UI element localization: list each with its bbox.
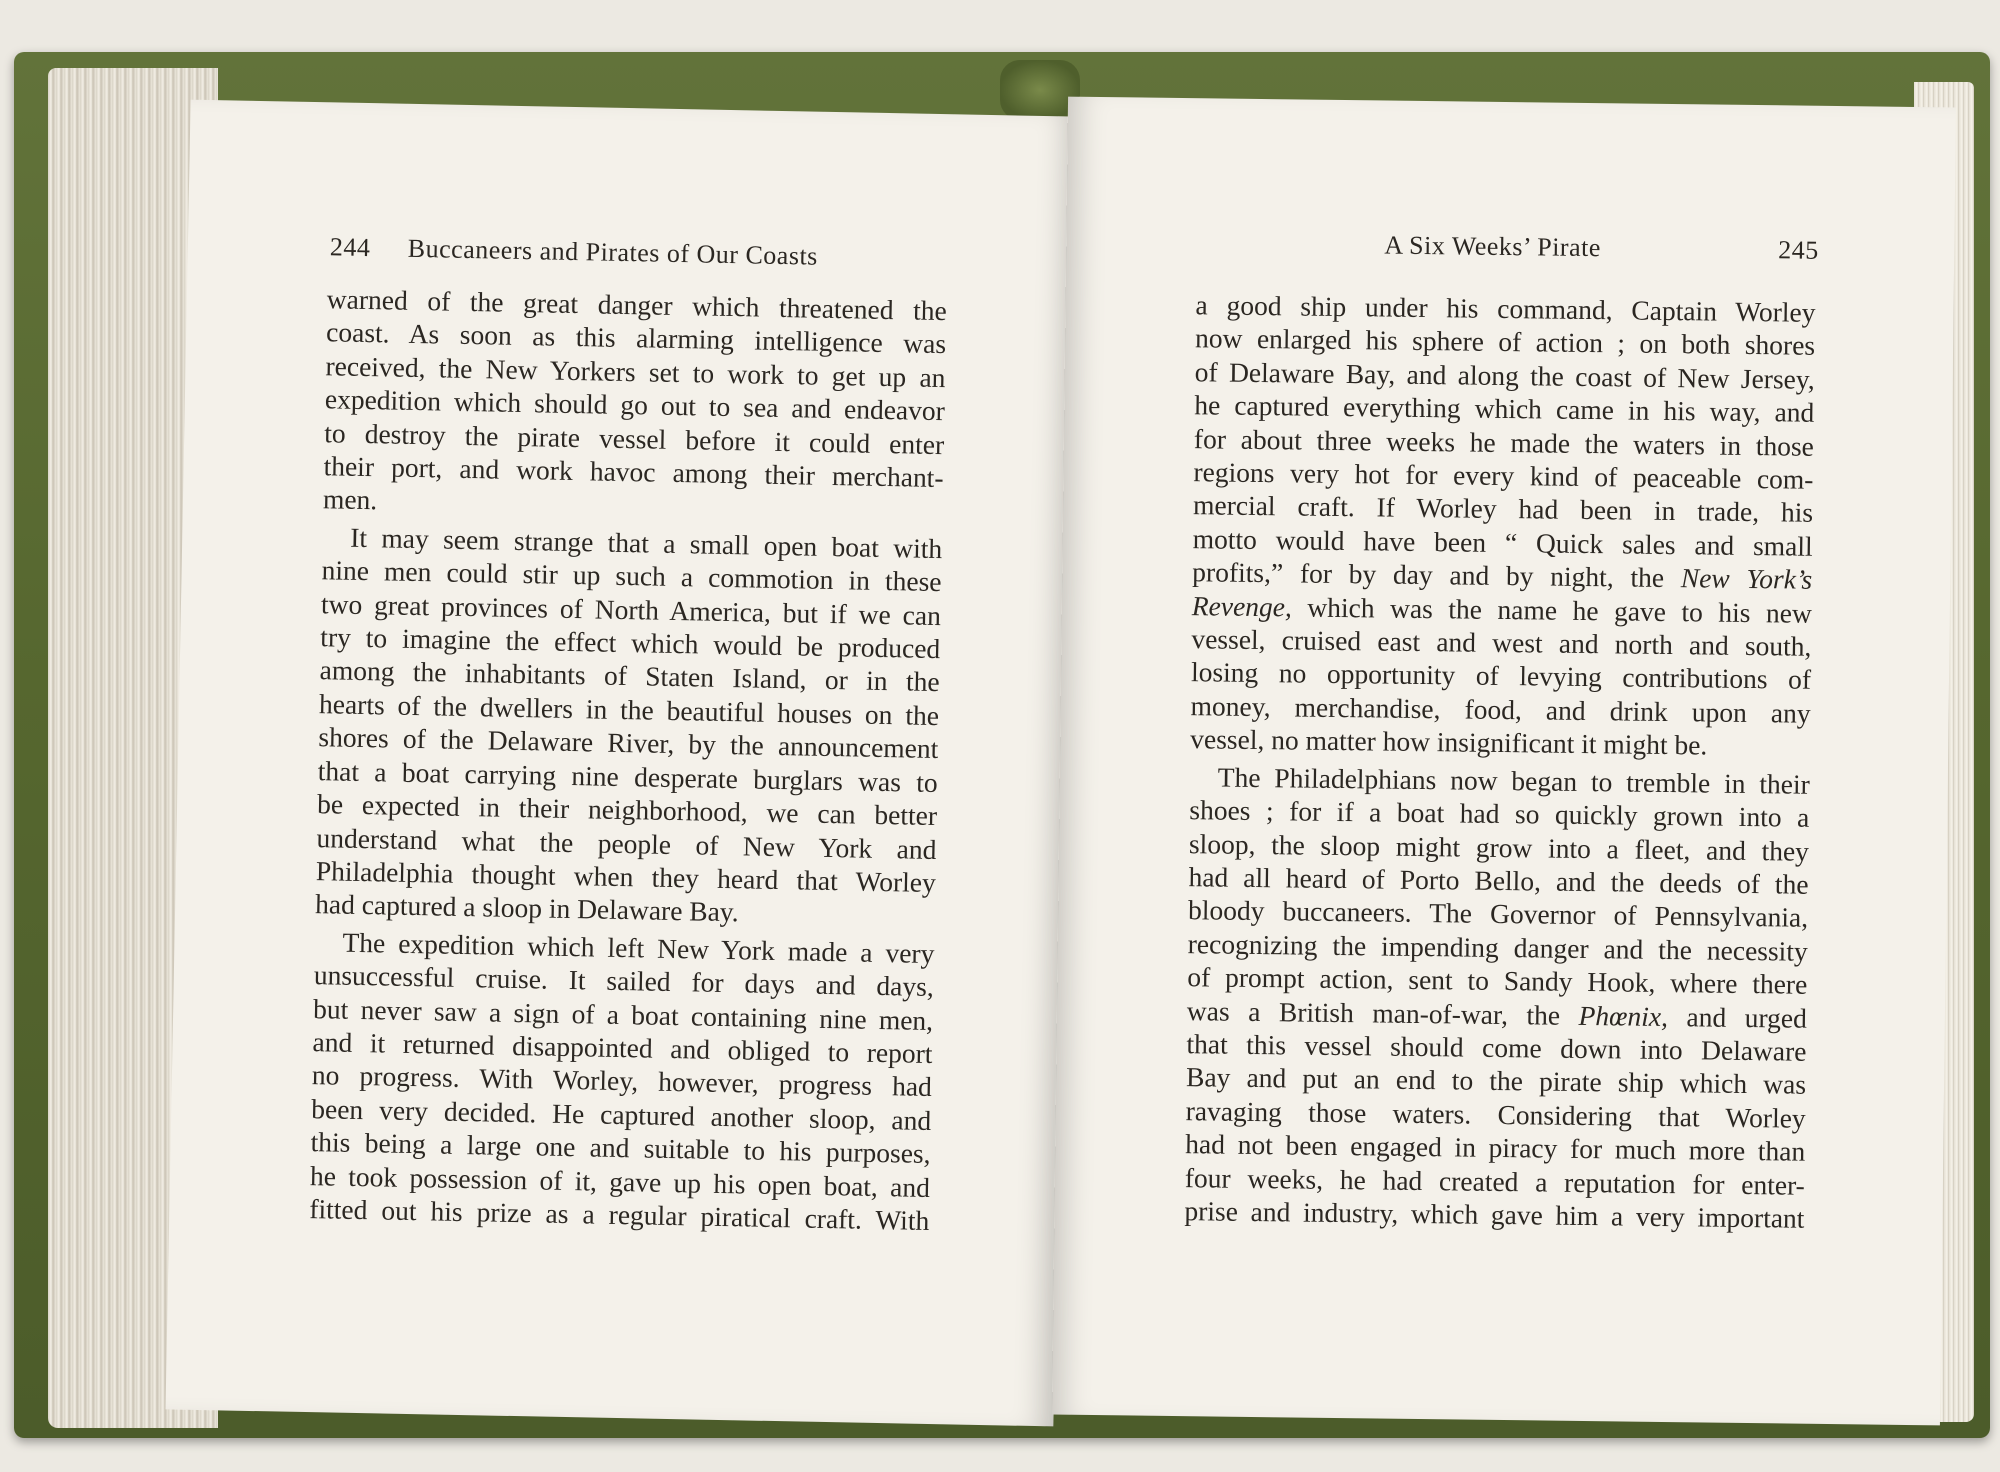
text-line: vessel, cruised east and west and north and south, <box>1191 623 1812 662</box>
text-line: two great provinces of North America, but if we can <box>320 587 942 631</box>
left-page <box>166 100 1079 1427</box>
text-line: men. <box>322 483 378 516</box>
text-line: a good ship under his command, Captain Worley <box>1195 289 1816 328</box>
text-line: been very decided. He captured another sloop, and <box>311 1092 932 1136</box>
left-running-head <box>187 228 1076 285</box>
left-page-number: 244 <box>329 232 371 263</box>
text-line: had not been engaged in piracy for much more than <box>1185 1128 1806 1167</box>
text-line: prise and industry, which gave him a very important <box>1184 1195 1805 1234</box>
text-line: received, the New Yorkers set to work to get up an <box>325 350 946 393</box>
text-line: shores of the Delaware River, by the announcement <box>318 721 939 765</box>
ship-name-italic: Revenge, <box>1191 589 1293 623</box>
text-line: had all heard of Porto Bello, and the deeds of the <box>1188 861 1809 900</box>
text-line: no progress. With Worley, however, progress had <box>311 1059 933 1103</box>
left-running-title: Buccaneers and Pirates of Our Coasts <box>407 233 819 271</box>
text-line: was a British man-of-war, the Phœnix, and urged <box>1186 994 1808 1034</box>
paragraph <box>323 282 947 528</box>
text-line: warned of the great danger which threatened the <box>326 283 948 327</box>
text-line: The expedition which left New York made a very <box>342 926 935 969</box>
right-running-head <box>1066 225 1954 276</box>
ship-name-italic: Phœnix, <box>1578 999 1669 1032</box>
text-line: It may seem strange that a small open boat with <box>349 521 943 564</box>
text-line: Revenge, which was the name he gave to his new <box>1191 589 1813 629</box>
text-line: Philadelphia thought when they heard that Worley <box>315 855 937 898</box>
text-line: he took possession of it, gave up his open boat, and <box>309 1159 931 1203</box>
right-page-number: 245 <box>1778 235 1819 265</box>
text-line: to destroy the pirate vessel before it could enter <box>323 416 945 460</box>
text-line: now enlarged his sphere of action ; on both shores <box>1194 322 1816 362</box>
text-line: bloody buccaneers. The Governor of Pennsylvania, <box>1187 894 1809 934</box>
text-line: try to imagine the effect which would be produced <box>320 621 941 665</box>
text-line: that a boat carrying nine desperate burglars was to <box>317 754 938 798</box>
text-line: money, merchandise, food, and drink upon any <box>1190 690 1811 729</box>
right-page-body <box>1184 288 1815 1235</box>
text-line: had captured a sloop in Delaware Bay. <box>314 888 740 928</box>
text-line: and it returned disappointed and obliged to report <box>312 1026 933 1069</box>
text-line: ravaging those waters. Considering that Worley <box>1185 1094 1806 1134</box>
text-line: Bay and put an end to the pirate ship which was <box>1185 1061 1807 1101</box>
text-line: profits,” for by day and by night, the New York’s <box>1192 556 1813 596</box>
text-line: he captured everything which came in his way, and <box>1194 389 1815 428</box>
paragraph <box>315 520 943 933</box>
text-line: regions very hot for every kind of peaceable com- <box>1193 456 1814 495</box>
text-line: motto would have been “ Quick sales and small <box>1192 523 1813 562</box>
paragraph <box>309 925 935 1238</box>
text-line: their port, and work havoc among their merchant- <box>323 450 944 494</box>
text-line: coast. As soon as this alarming intelligence was <box>325 316 947 360</box>
right-page <box>1052 97 1956 1426</box>
text-line: shoes ; for if a boat had so quickly grown into a <box>1189 794 1810 833</box>
text-line: vessel, no matter how insignificant it might be. <box>1190 723 1708 761</box>
text-line: The Philadelphians now began to tremble in their <box>1217 761 1810 800</box>
text-line: nine men could stir up such a commotion in these <box>321 554 942 598</box>
right-running-title: A Six Weeks’ Pirate <box>1384 230 1602 263</box>
text-line: expedition which should go out to sea and endeavor <box>324 383 946 427</box>
left-page-body <box>309 282 947 1237</box>
text-line: among the inhabitants of Staten Island, or in the <box>319 654 940 698</box>
text-line: understand what the people of New York and <box>316 821 937 865</box>
text-line: recognizing the impending danger and the necessity <box>1187 927 1808 967</box>
ship-name-italic: New York’s <box>1680 562 1813 596</box>
text-line: for about three weeks he made the waters in those <box>1193 422 1815 462</box>
text-line: of Delaware Bay, and along the coast of New Jersey, <box>1194 356 1815 395</box>
text-line: unsuccessful cruise. It sailed for days and days, <box>313 959 935 1003</box>
text-line: four weeks, he had created a reputation for enter- <box>1184 1161 1806 1201</box>
text-line: fitted out his prize as a regular piratical craft. With <box>309 1193 930 1236</box>
text-line: this being a large one and suitable to his purposes, <box>310 1126 931 1170</box>
text-line: mercial craft. If Worley had been in trade, his <box>1192 489 1814 529</box>
text-line: that this vessel should come down into Delaware <box>1186 1028 1807 1067</box>
text-line: of prompt action, sent to Sandy Hook, where there <box>1187 961 1808 1000</box>
text-line: hearts of the dwellers in the beautiful houses on the <box>318 688 940 731</box>
text-line: but never saw a sign of a boat containing nine men, <box>312 992 934 1036</box>
text-line: losing no opportunity of levying contributions of <box>1190 656 1812 696</box>
text-line: sloop, the sloop might grow into a fleet, and they <box>1188 827 1810 867</box>
text-line: be expected in their neighborhood, we can better <box>316 788 938 832</box>
